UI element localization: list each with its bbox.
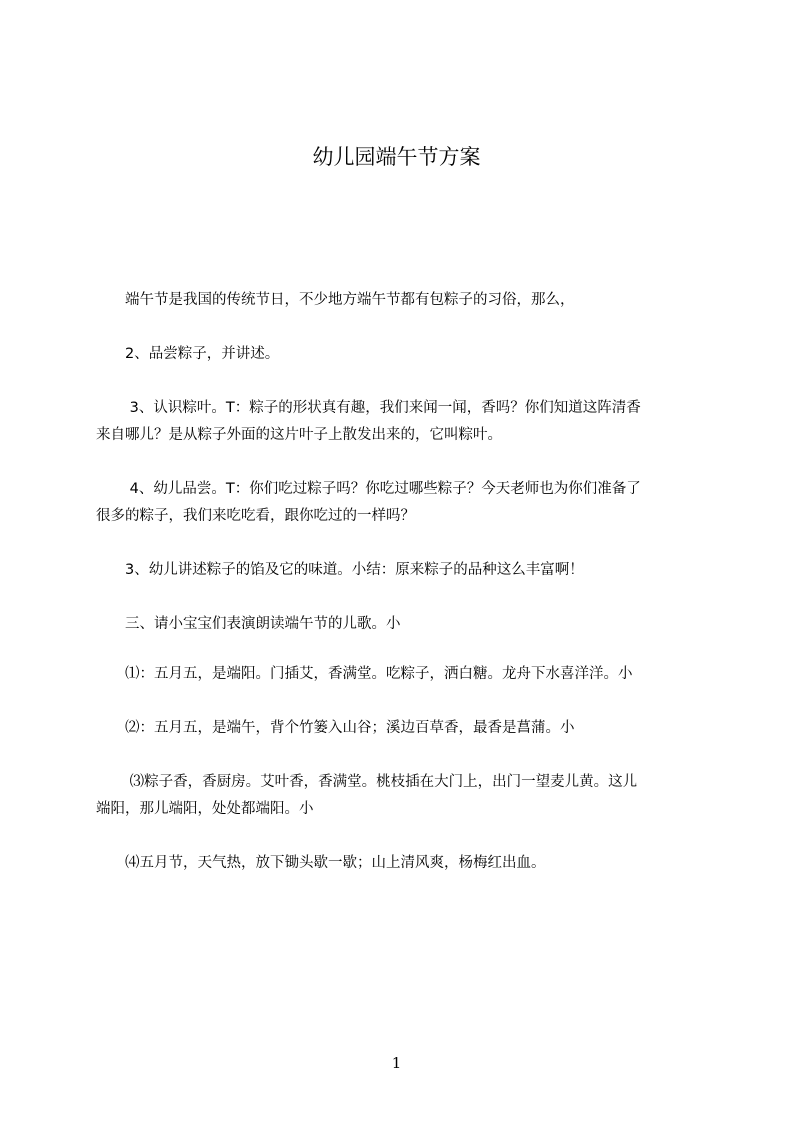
paragraph-line: ⑴：五月五，是端阳。门插艾，香满堂。吃粽子，洒白糖。龙舟下水喜洋洋。小 (96, 666, 633, 682)
paragraph-line: ⑶粽子香，香厨房。艾叶香，香满堂。桃枝插在大门上，出门一望麦儿黄。这儿 (96, 774, 638, 790)
page-number: 1 (391, 1054, 402, 1072)
paragraph-line: 来自哪儿？是从粽子外面的这片叶子上散发出来的，它叫粽叶。 (96, 427, 502, 443)
paragraph (96, 476, 716, 530)
paragraph-line: 端午节是我国的传统节日，不少地方端午节都有包粽子的习俗，那么， (96, 292, 575, 308)
paragraph (96, 611, 716, 638)
paragraph (96, 661, 716, 688)
paragraph (96, 557, 716, 584)
paragraph (96, 850, 716, 877)
paragraph-line: 2、品尝粽子，并讲述。 (96, 346, 280, 362)
paragraph-line: 端阳，那儿端阳，处处都端阳。小 (96, 801, 314, 817)
paragraph-line: ⑵：五月五，是端午，背个竹篓入山谷；溪边百草香，最香是菖蒲。小 (96, 720, 575, 736)
paragraph-line: ⑷五月节，天气热，放下锄头歇一歇；山上清风爽，杨梅红出血。 (96, 855, 546, 871)
paragraph (96, 287, 716, 314)
paragraph (96, 341, 716, 368)
paragraph-line: 4、幼儿品尝。T：你们吃过粽子吗？你吃过哪些粽子？今天老师也为你们准备了 (96, 481, 641, 497)
paragraph (96, 395, 716, 449)
paragraph-line: 三、请小宝宝们表演朗读端午节的儿歌。小 (96, 616, 401, 632)
paragraph (96, 769, 716, 823)
page-title: 幼儿园端午节方案 (312, 145, 481, 169)
paragraph-line: 3、认识粽叶。T：粽子的形状真有趣，我们来闻一闻，香吗？你们知道这阵清香 (96, 400, 641, 416)
paragraph-line: 很多的粽子，我们来吃吃看，跟你吃过的一样吗？ (96, 508, 415, 524)
paragraph-line: 3、幼儿讲述粽子的馅及它的味道。小结：原来粽子的品种这么丰富啊！ (96, 562, 584, 578)
paragraph (96, 715, 716, 742)
